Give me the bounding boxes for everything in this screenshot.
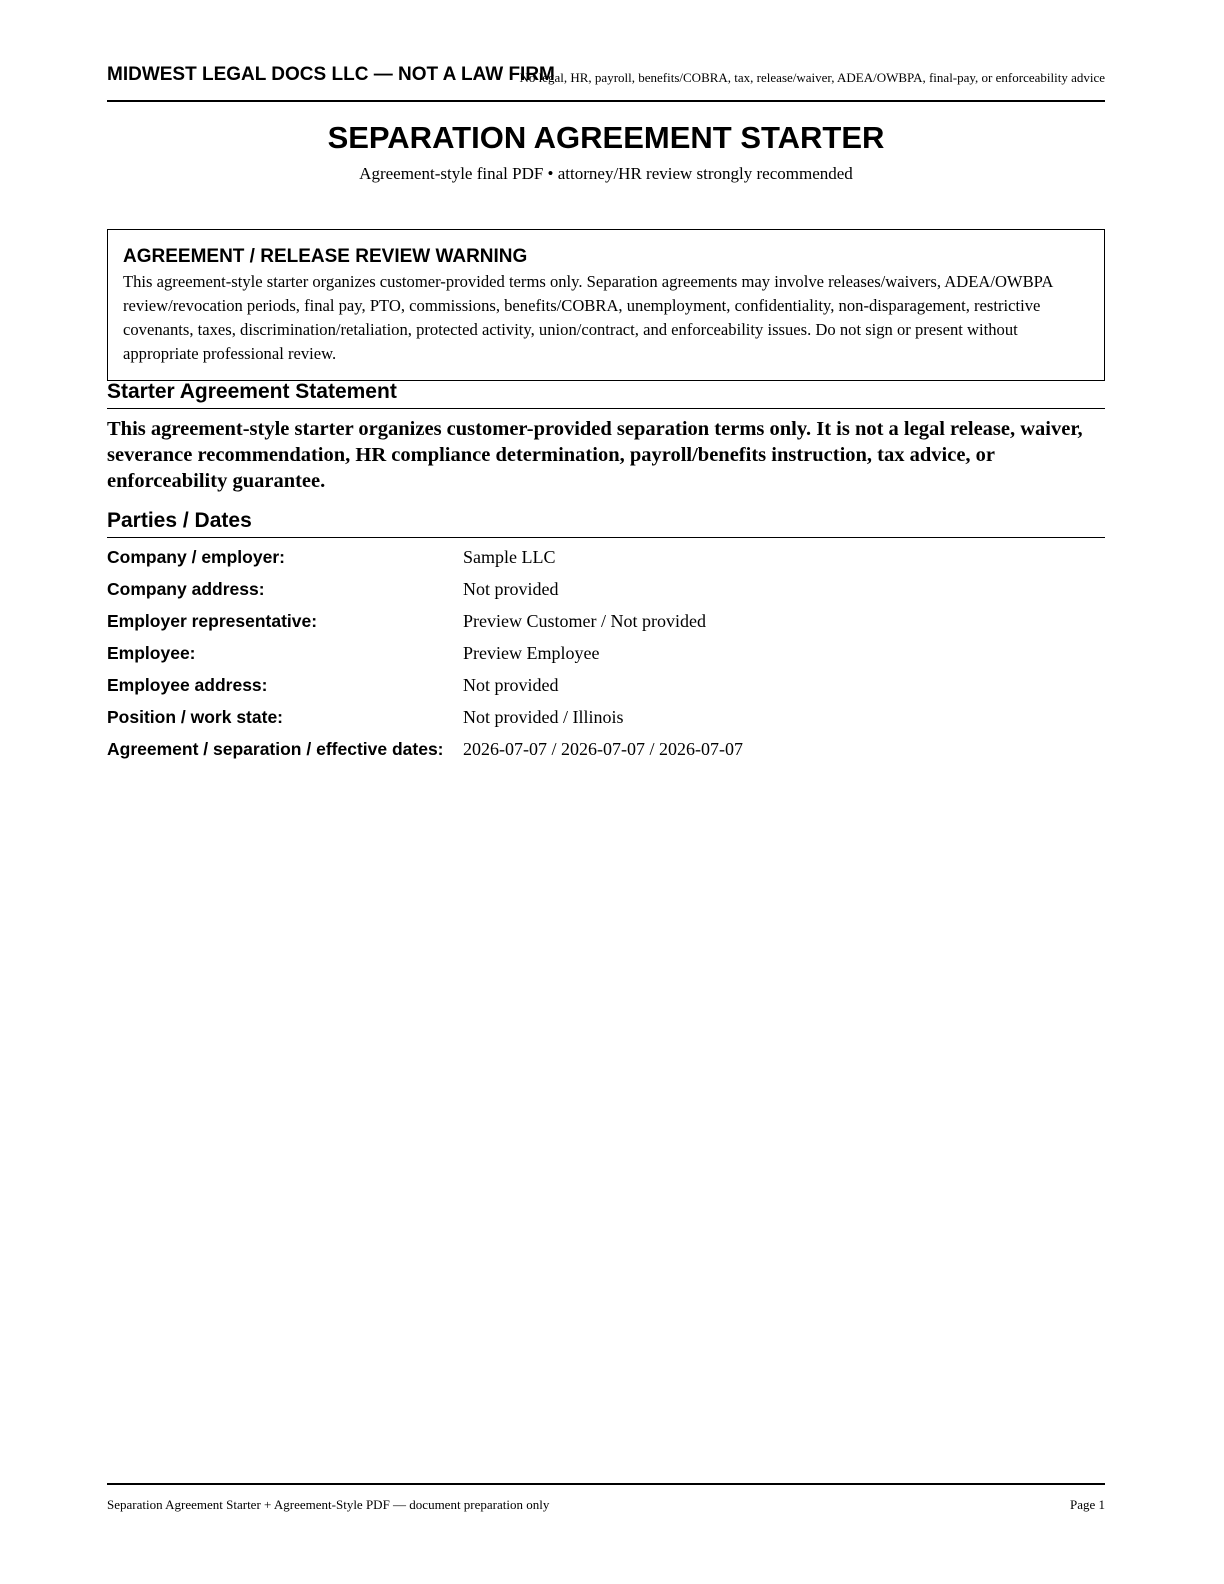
warning-title: AGREEMENT / RELEASE REVIEW WARNING <box>123 246 528 267</box>
field-row <box>107 608 1105 640</box>
field-label: Position / work state: <box>107 707 283 727</box>
footer-description: Separation Agreement Starter + Agreement-Style PDF — document preparation only <box>107 1497 550 1512</box>
field-label: Employee: <box>107 643 196 663</box>
field-value: Not provided <box>463 675 559 695</box>
page-footer <box>107 1483 1105 1512</box>
review-warning-box <box>107 229 1105 381</box>
field-row <box>107 672 1105 704</box>
document-subtitle: Agreement-style final PDF • attorney/HR review strongly recommended <box>359 164 853 183</box>
header-disclaimer: No legal, HR, payroll, benefits/COBRA, tax, release/waiver, ADEA/OWBPA, final-pay, or enforceability advice <box>519 70 1105 85</box>
document-page <box>107 0 1105 1584</box>
field-row <box>107 704 1105 736</box>
field-label: Employer representative: <box>107 611 318 631</box>
statement-heading: Starter Agreement Statement <box>107 379 1105 409</box>
field-row <box>107 544 1105 576</box>
field-row <box>107 640 1105 672</box>
page-number: Page 1 <box>1069 1497 1105 1512</box>
field-label: Company / employer: <box>107 547 285 567</box>
field-label: Employee address: <box>107 675 268 695</box>
field-value: Not provided <box>463 579 559 599</box>
page-header <box>107 60 1105 102</box>
field-label: Company address: <box>107 579 265 599</box>
statement-text: This agreement-style starter organizes customer-provided separation terms only. It is not a legal release, waiver, severance recommendation, HR compliance determination, payroll/benefits instruction, tax advice, or enforceability guarantee. <box>107 418 1083 492</box>
field-value: Preview Employee <box>463 643 600 663</box>
field-value: Not provided / Illinois <box>463 707 624 727</box>
header-brand: MIDWEST LEGAL DOCS LLC — NOT A LAW FIRM <box>107 64 555 85</box>
field-row <box>107 736 1105 768</box>
field-value: Preview Customer / Not provided <box>463 611 706 631</box>
parties-heading: Parties / Dates <box>107 508 1105 538</box>
document-title: SEPARATION AGREEMENT STARTER <box>327 120 885 155</box>
field-label: Agreement / separation / effective dates: <box>107 739 444 759</box>
warning-body: This agreement-style starter organizes customer-provided terms only. Separation agreements may involve releases/waivers, ADEA/OWBPA review/revocation periods, final pay, PTO, commissions, benefits/COBRA, unemployment, confidentiality, non-disparagement, restrictive covenants, taxes, discrimination/retaliation, protected activity, union/contract, and enforceability issues. Do not sign or present without appropriate professional review. <box>123 272 1053 363</box>
field-value: 2026-07-07 / 2026-07-07 / 2026-07-07 <box>463 739 743 759</box>
field-value: Sample LLC <box>463 547 556 567</box>
parties-table <box>107 544 1105 768</box>
field-row <box>107 576 1105 608</box>
